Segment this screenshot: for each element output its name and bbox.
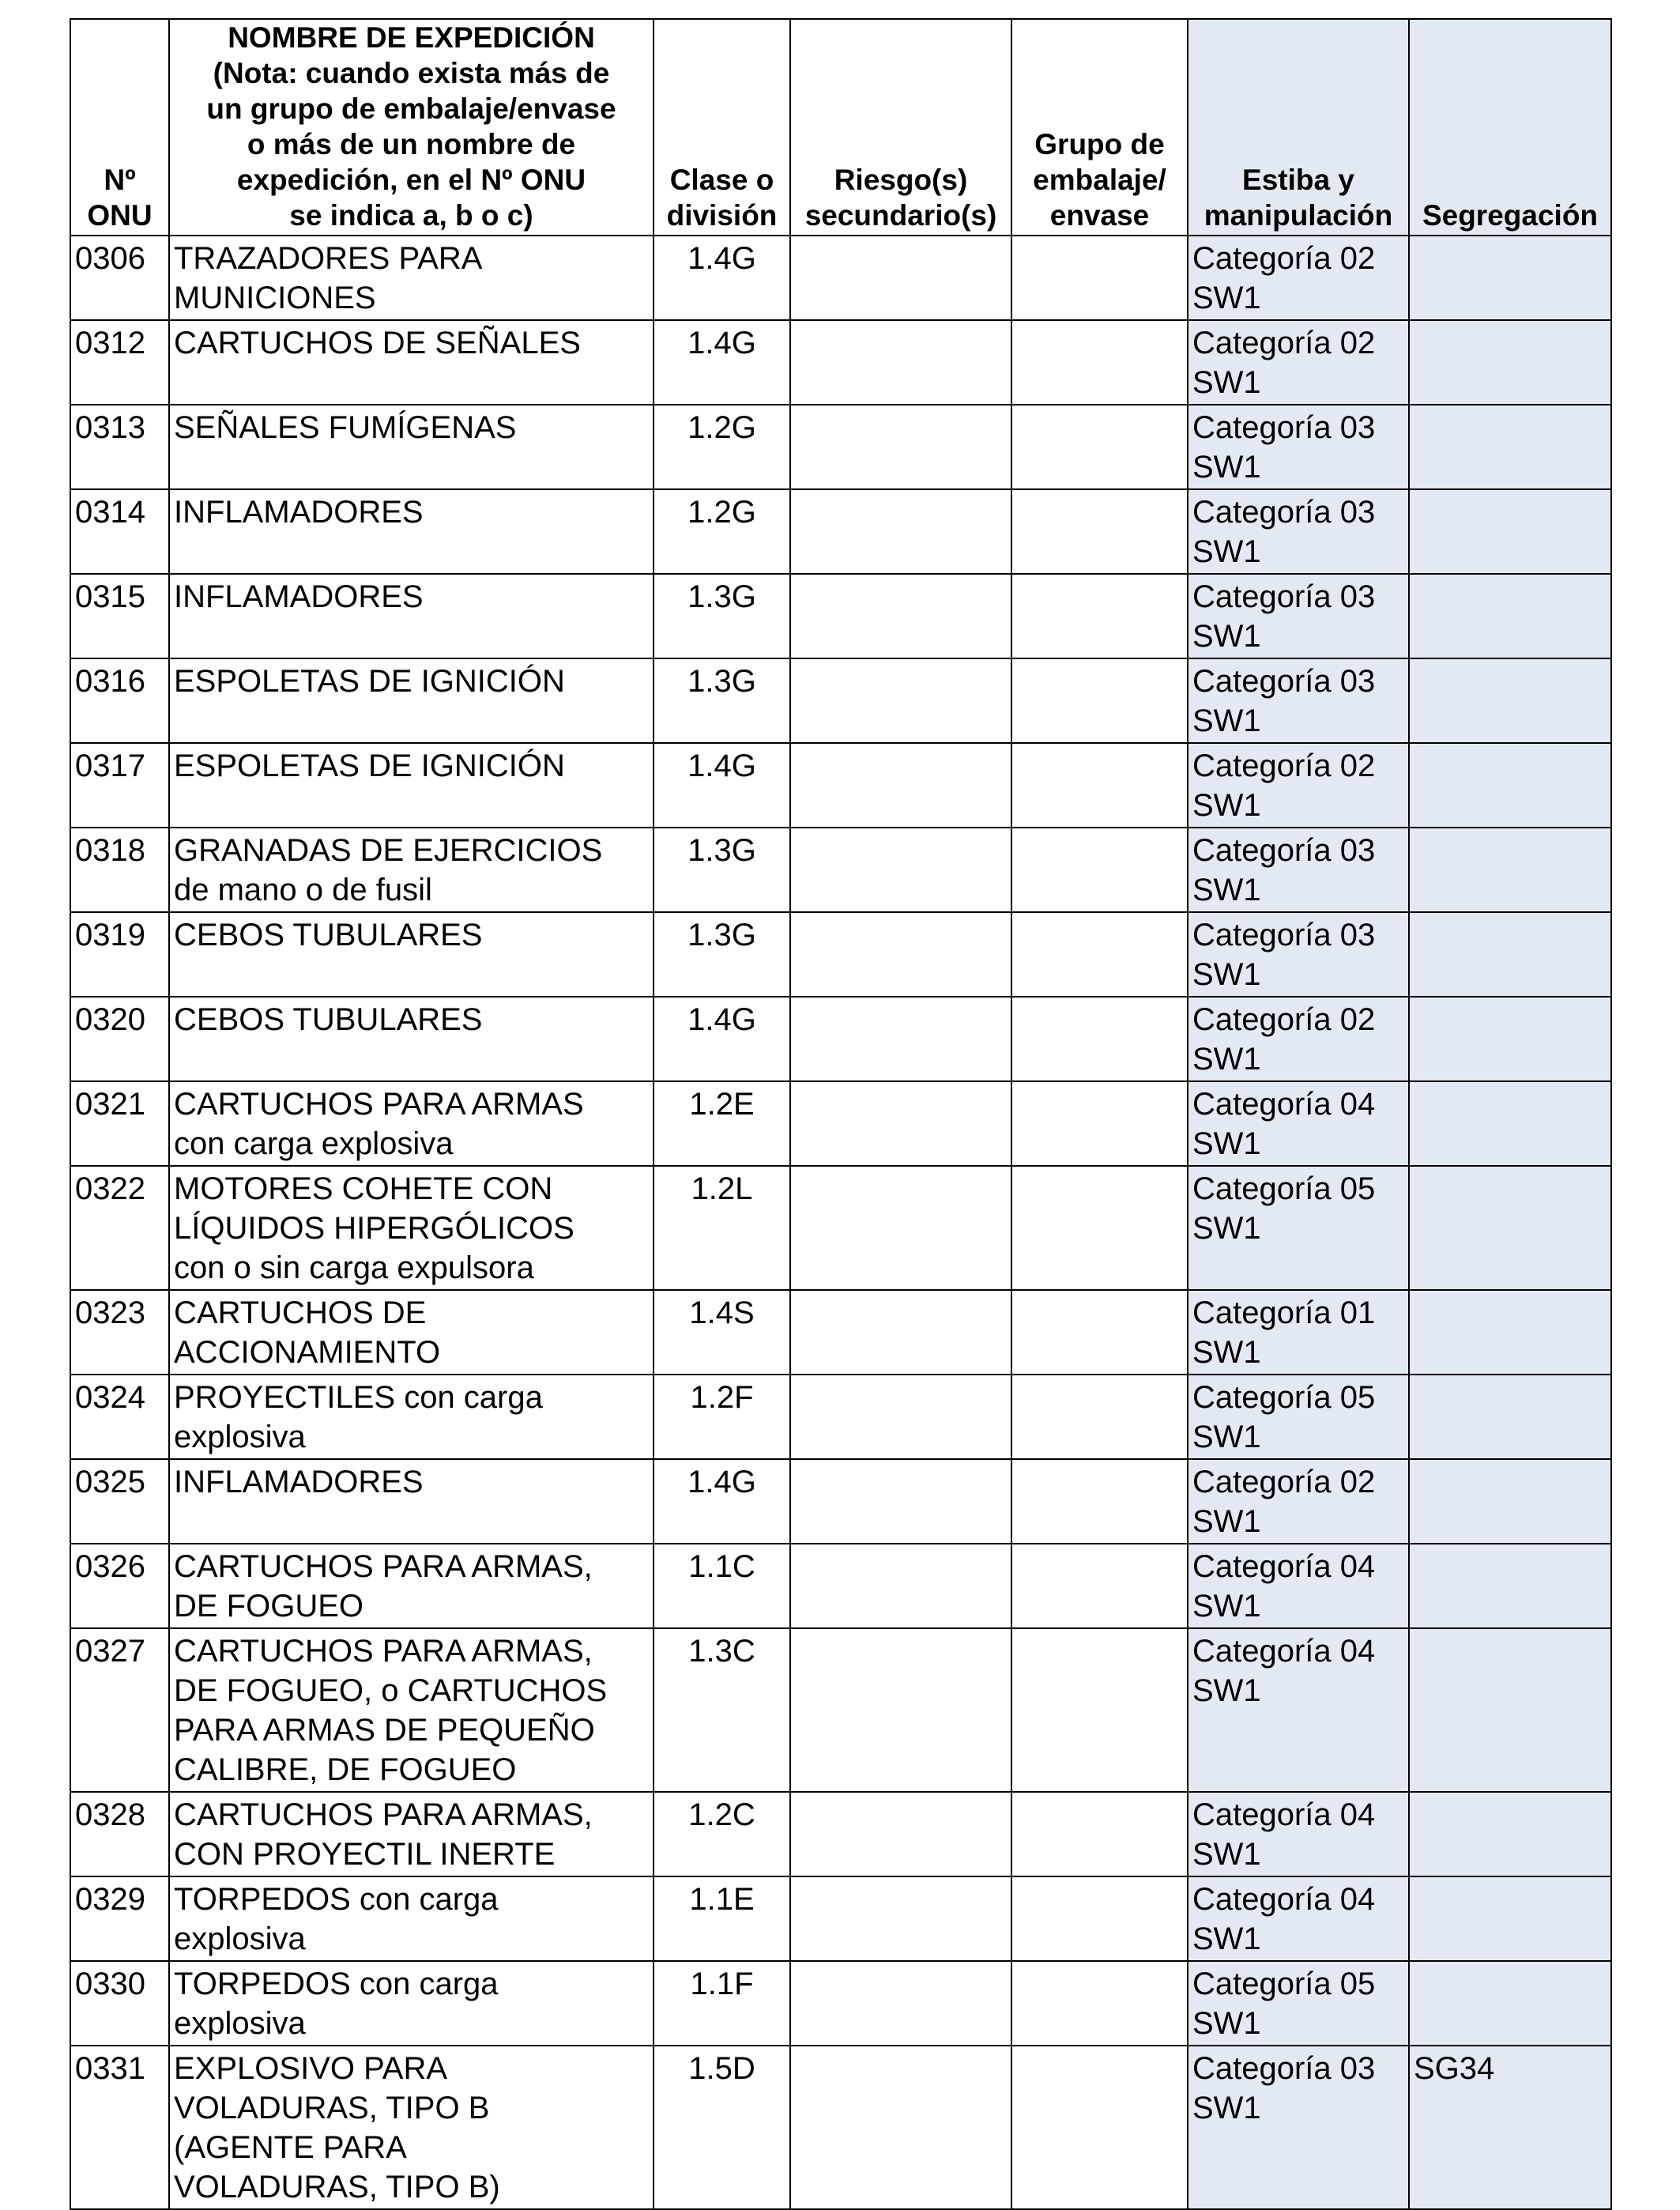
stowage-cell <box>1188 1290 1409 1375</box>
secondary-risk-cell <box>790 828 1011 912</box>
shipping-name-cell-line: CEBOS TUBULARES <box>174 918 483 952</box>
class-cell: 1.4G <box>654 743 790 828</box>
header-line: secundario(s) <box>804 199 997 232</box>
shipping-name-cell <box>169 574 654 658</box>
un-number-cell: 0313 <box>70 405 169 489</box>
shipping-name-cell-line: de mano o de fusil <box>174 873 432 907</box>
un-number-cell: 0312 <box>70 320 169 405</box>
stowage-cell-line: Categoría 04 <box>1192 1882 1376 1917</box>
secondary-risk-cell <box>790 1628 1011 1792</box>
stowage-cell-line: Categoría 03 <box>1192 833 1376 868</box>
segregation-cell <box>1409 1290 1611 1375</box>
shipping-name-cell-line: MUNICIONES <box>174 281 376 315</box>
stowage-cell-line: Categoría 03 <box>1192 410 1376 445</box>
packing-group-cell <box>1011 1081 1188 1166</box>
stowage-cell-line: Categoría 03 <box>1192 664 1376 699</box>
class-cell: 1.4G <box>654 1459 790 1544</box>
un-number-cell: 0328 <box>70 1792 169 1876</box>
shipping-name-cell-line: CALIBRE, DE FOGUEO <box>174 1752 517 1787</box>
packing-group-cell <box>1011 1290 1188 1375</box>
stowage-cell <box>1188 1876 1409 1961</box>
header-line: Nº <box>104 164 136 196</box>
stowage-cell <box>1188 1961 1409 2046</box>
class-cell: 1.3G <box>654 912 790 997</box>
header-onu <box>70 19 169 236</box>
shipping-name-cell <box>169 236 654 320</box>
header-line: o más de un nombre de <box>247 128 576 160</box>
stowage-cell-line: Categoría 05 <box>1192 1380 1376 1415</box>
class-cell: 1.2G <box>654 489 790 574</box>
segregation-cell <box>1409 743 1611 828</box>
table-row <box>70 1290 1611 1375</box>
secondary-risk-cell <box>790 658 1011 743</box>
segregation-cell <box>1409 1544 1611 1628</box>
class-cell: 1.5D <box>654 2046 790 2209</box>
un-number-cell: 0306 <box>70 236 169 320</box>
segregation-cell <box>1409 1459 1611 1544</box>
segregation-cell <box>1409 1961 1611 2046</box>
table-row <box>70 658 1611 743</box>
stowage-cell <box>1188 236 1409 320</box>
shipping-name-cell-line: TORPEDOS con carga <box>174 1882 499 1917</box>
stowage-cell <box>1188 912 1409 997</box>
secondary-risk-cell <box>790 1961 1011 2046</box>
shipping-name-cell-line: con o sin carga expulsora <box>174 1250 534 1285</box>
class-cell: 1.3G <box>654 574 790 658</box>
stowage-cell-line: SW1 <box>1192 2091 1261 2125</box>
stowage-cell-line: Categoría 02 <box>1192 241 1376 276</box>
packing-group-cell <box>1011 997 1188 1081</box>
header-packing-group <box>1011 19 1188 236</box>
shipping-name-cell-line: ESPOLETAS DE IGNICIÓN <box>174 749 565 783</box>
shipping-name-cell <box>169 1961 654 2046</box>
header-line: manipulación <box>1203 199 1393 232</box>
packing-group-cell <box>1011 1375 1188 1459</box>
stowage-cell <box>1188 405 1409 489</box>
un-number-cell: 0326 <box>70 1544 169 1628</box>
un-number-cell: 0331 <box>70 2046 169 2209</box>
stowage-cell <box>1188 1375 1409 1459</box>
secondary-risk-cell <box>790 1459 1011 1544</box>
segregation-cell <box>1409 236 1611 320</box>
header-line: ONU <box>87 199 153 232</box>
secondary-risk-cell <box>790 1876 1011 1961</box>
segregation-cell <box>1409 1628 1611 1792</box>
table-row <box>70 1961 1611 2046</box>
shipping-name-cell-line: DE FOGUEO <box>174 1589 364 1624</box>
table-row <box>70 574 1611 658</box>
shipping-name-cell-line: EXPLOSIVO PARA <box>174 2051 448 2086</box>
stowage-cell <box>1188 1459 1409 1544</box>
shipping-name-cell-line: CARTUCHOS PARA ARMAS, <box>174 1549 593 1584</box>
segregation-cell <box>1409 912 1611 997</box>
table-body <box>70 236 1611 2209</box>
class-cell: 1.4G <box>654 320 790 405</box>
shipping-name-cell <box>169 405 654 489</box>
stowage-cell-line: SW1 <box>1192 1921 1261 1956</box>
shipping-name-cell-line: MOTORES COHETE CON <box>174 1171 553 1206</box>
header-row <box>70 19 1611 236</box>
stowage-cell-line: Categoría 03 <box>1192 2051 1376 2086</box>
secondary-risk-cell <box>790 574 1011 658</box>
header-secondary-risk <box>790 19 1011 236</box>
secondary-risk-cell <box>790 1375 1011 1459</box>
shipping-name-cell-line: SEÑALES FUMÍGENAS <box>174 410 517 445</box>
segregation-cell <box>1409 320 1611 405</box>
stowage-cell-line: Categoría 01 <box>1192 1295 1376 1330</box>
shipping-name-cell <box>169 1375 654 1459</box>
segregation-cell <box>1409 828 1611 912</box>
un-number-cell: 0316 <box>70 658 169 743</box>
stowage-cell-line: SW1 <box>1192 788 1261 823</box>
shipping-name-cell-line: INFLAMADORES <box>174 495 424 530</box>
un-number-cell: 0319 <box>70 912 169 997</box>
table-row <box>70 1459 1611 1544</box>
stowage-cell <box>1188 489 1409 574</box>
stowage-cell-line: SW1 <box>1192 957 1261 992</box>
shipping-name-cell <box>169 912 654 997</box>
header-line: NOMBRE DE EXPEDICIÓN <box>228 21 595 54</box>
stowage-cell-line: Categoría 02 <box>1192 1002 1376 1037</box>
packing-group-cell <box>1011 489 1188 574</box>
shipping-name-cell-line: explosiva <box>174 1921 306 1956</box>
secondary-risk-cell <box>790 743 1011 828</box>
stowage-cell-line: Categoría 03 <box>1192 579 1376 614</box>
header-line: envase <box>1049 199 1150 232</box>
table-row <box>70 1081 1611 1166</box>
table-row <box>70 997 1611 1081</box>
segregation-cell <box>1409 1081 1611 1166</box>
shipping-name-cell-line: CARTUCHOS DE <box>174 1295 427 1330</box>
packing-group-cell <box>1011 1876 1188 1961</box>
un-number-cell: 0322 <box>70 1166 169 1290</box>
stowage-cell <box>1188 1166 1409 1290</box>
class-cell: 1.3G <box>654 658 790 743</box>
stowage-cell-line: SW1 <box>1192 1837 1261 1872</box>
header-shipping-name <box>169 19 654 236</box>
table-row <box>70 489 1611 574</box>
packing-group-cell <box>1011 912 1188 997</box>
header-line: división <box>666 199 778 232</box>
header-stowage <box>1188 19 1409 236</box>
un-number-cell: 0327 <box>70 1628 169 1792</box>
shipping-name-cell-line: ACCIONAMIENTO <box>174 1335 441 1370</box>
shipping-name-cell-line: LÍQUIDOS HIPERGÓLICOS <box>174 1211 574 1246</box>
stowage-cell-line: Categoría 03 <box>1192 918 1376 952</box>
class-cell: 1.2F <box>654 1375 790 1459</box>
packing-group-cell <box>1011 1792 1188 1876</box>
table-row <box>70 1544 1611 1628</box>
shipping-name-cell-line: ESPOLETAS DE IGNICIÓN <box>174 664 565 699</box>
stowage-cell-line: Categoría 04 <box>1192 1549 1376 1584</box>
stowage-cell-line: Categoría 04 <box>1192 1797 1376 1832</box>
packing-group-cell <box>1011 1166 1188 1290</box>
header-class <box>654 19 790 236</box>
shipping-name-cell-line: explosiva <box>174 2006 306 2041</box>
stowage-cell-line: SW1 <box>1192 873 1261 907</box>
header-line: Grupo de <box>1034 128 1165 160</box>
un-number-cell: 0320 <box>70 997 169 1081</box>
stowage-cell-line: SW1 <box>1192 703 1261 738</box>
header-line: (Nota: cuando exista más de <box>213 57 610 89</box>
stowage-cell-line: SW1 <box>1192 1126 1261 1161</box>
table-row <box>70 743 1611 828</box>
class-cell: 1.3G <box>654 828 790 912</box>
un-number-cell: 0325 <box>70 1459 169 1544</box>
header-line: Estiba y <box>1242 164 1354 196</box>
shipping-name-cell <box>169 1081 654 1166</box>
packing-group-cell <box>1011 1544 1188 1628</box>
packing-group-cell <box>1011 658 1188 743</box>
stowage-cell-line: SW1 <box>1192 1335 1261 1370</box>
stowage-cell <box>1188 1792 1409 1876</box>
un-number-cell: 0330 <box>70 1961 169 2046</box>
shipping-name-cell-line: TRAZADORES PARA <box>174 241 483 276</box>
shipping-name-cell-line: CARTUCHOS DE SEÑALES <box>174 326 581 360</box>
shipping-name-cell-line: con carga explosiva <box>174 1126 454 1161</box>
segregation-cell <box>1409 1792 1611 1876</box>
shipping-name-cell <box>169 1166 654 1290</box>
segregation-cell <box>1409 1375 1611 1459</box>
class-cell: 1.1C <box>654 1544 790 1628</box>
secondary-risk-cell <box>790 1544 1011 1628</box>
stowage-cell-line: SW1 <box>1192 1211 1261 1246</box>
shipping-name-cell <box>169 1290 654 1375</box>
packing-group-cell <box>1011 405 1188 489</box>
stowage-cell <box>1188 658 1409 743</box>
shipping-name-cell-line: VOLADURAS, TIPO B) <box>174 2170 500 2204</box>
packing-group-cell <box>1011 320 1188 405</box>
packing-group-cell <box>1011 743 1188 828</box>
stowage-cell-line: SW1 <box>1192 450 1261 485</box>
table-row <box>70 828 1611 912</box>
class-cell: 1.3C <box>654 1628 790 1792</box>
stowage-cell-line: Categoría 05 <box>1192 1171 1376 1206</box>
un-number-cell: 0329 <box>70 1876 169 1961</box>
header-line: embalaje/ <box>1033 164 1166 196</box>
stowage-cell <box>1188 828 1409 912</box>
un-number-cell: 0315 <box>70 574 169 658</box>
class-cell: 1.2E <box>654 1081 790 1166</box>
shipping-name-cell <box>169 1544 654 1628</box>
packing-group-cell <box>1011 236 1188 320</box>
shipping-name-cell <box>169 658 654 743</box>
shipping-name-cell-line: DE FOGUEO, o CARTUCHOS <box>174 1673 608 1708</box>
secondary-risk-cell <box>790 405 1011 489</box>
stowage-cell-line: Categoría 02 <box>1192 749 1376 783</box>
shipping-name-cell <box>169 1876 654 1961</box>
table-row <box>70 320 1611 405</box>
segregation-cell <box>1409 574 1611 658</box>
un-number-cell: 0317 <box>70 743 169 828</box>
stowage-cell-line: Categoría 02 <box>1192 326 1376 360</box>
shipping-name-cell-line: CARTUCHOS PARA ARMAS <box>174 1087 584 1122</box>
shipping-name-cell-line: CARTUCHOS PARA ARMAS, <box>174 1634 593 1669</box>
un-number-cell: 0314 <box>70 489 169 574</box>
shipping-name-cell-line: PARA ARMAS DE PEQUEÑO <box>174 1713 595 1748</box>
shipping-name-cell-line: explosiva <box>174 1420 306 1454</box>
table-row <box>70 1876 1611 1961</box>
shipping-name-cell-line: TORPEDOS con carga <box>174 1967 499 2001</box>
header-line: expedición, en el Nº ONU <box>236 164 586 196</box>
shipping-name-cell-line: PROYECTILES con carga <box>174 1380 543 1415</box>
shipping-name-cell-line: CARTUCHOS PARA ARMAS, <box>174 1797 593 1832</box>
stowage-cell <box>1188 1544 1409 1628</box>
class-cell: 1.1E <box>654 1876 790 1961</box>
table-row <box>70 1166 1611 1290</box>
stowage-cell-line: SW1 <box>1192 619 1261 654</box>
table-row <box>70 1628 1611 1792</box>
segregation-cell <box>1409 405 1611 489</box>
stowage-cell-line: SW1 <box>1192 1504 1261 1539</box>
header-line: un grupo de embalaje/envase <box>206 92 616 125</box>
class-cell: 1.2C <box>654 1792 790 1876</box>
dangerous-goods-table <box>70 18 1612 2210</box>
un-number-cell: 0318 <box>70 828 169 912</box>
header-segregation <box>1409 19 1611 236</box>
shipping-name-cell-line: INFLAMADORES <box>174 1465 424 1499</box>
class-cell: 1.1F <box>654 1961 790 2046</box>
packing-group-cell <box>1011 1628 1188 1792</box>
table-row <box>70 1792 1611 1876</box>
packing-group-cell <box>1011 1961 1188 2046</box>
packing-group-cell <box>1011 1459 1188 1544</box>
stowage-cell <box>1188 574 1409 658</box>
shipping-name-cell-line: INFLAMADORES <box>174 579 424 614</box>
shipping-name-cell-line: VOLADURAS, TIPO B <box>174 2091 490 2125</box>
stowage-cell <box>1188 1081 1409 1166</box>
secondary-risk-cell <box>790 236 1011 320</box>
stowage-cell-line: SW1 <box>1192 2006 1261 2041</box>
class-cell: 1.4S <box>654 1290 790 1375</box>
secondary-risk-cell <box>790 997 1011 1081</box>
shipping-name-cell-line: CEBOS TUBULARES <box>174 1002 483 1037</box>
stowage-cell-line: Categoría 02 <box>1192 1465 1376 1499</box>
secondary-risk-cell <box>790 1166 1011 1290</box>
shipping-name-cell <box>169 1792 654 1876</box>
shipping-name-cell-line: GRANADAS DE EJERCICIOS <box>174 833 603 868</box>
shipping-name-cell <box>169 489 654 574</box>
stowage-cell-line: SW1 <box>1192 1420 1261 1454</box>
shipping-name-cell <box>169 1459 654 1544</box>
stowage-cell-line: SW1 <box>1192 534 1261 569</box>
secondary-risk-cell <box>790 320 1011 405</box>
stowage-cell-line: Categoría 04 <box>1192 1634 1376 1669</box>
shipping-name-cell <box>169 828 654 912</box>
class-cell: 1.4G <box>654 997 790 1081</box>
stowage-cell-line: SW1 <box>1192 281 1261 315</box>
table-row <box>70 912 1611 997</box>
stowage-cell <box>1188 997 1409 1081</box>
segregation-cell <box>1409 1166 1611 1290</box>
stowage-cell-line: SW1 <box>1192 1673 1261 1708</box>
un-number-cell: 0323 <box>70 1290 169 1375</box>
shipping-name-cell <box>169 997 654 1081</box>
stowage-cell <box>1188 1628 1409 1792</box>
un-number-cell: 0321 <box>70 1081 169 1166</box>
segregation-cell <box>1409 489 1611 574</box>
segregation-cell: SG34 <box>1409 2046 1611 2209</box>
secondary-risk-cell <box>790 1081 1011 1166</box>
secondary-risk-cell <box>790 1290 1011 1375</box>
table-row <box>70 1375 1611 1459</box>
shipping-name-cell <box>169 320 654 405</box>
segregation-cell <box>1409 997 1611 1081</box>
shipping-name-cell-line: CON PROYECTIL INERTE <box>174 1837 556 1872</box>
stowage-cell <box>1188 320 1409 405</box>
stowage-cell-line: Categoría 04 <box>1192 1087 1376 1122</box>
class-cell: 1.2L <box>654 1166 790 1290</box>
shipping-name-cell <box>169 743 654 828</box>
packing-group-cell <box>1011 828 1188 912</box>
shipping-name-cell-line: (AGENTE PARA <box>174 2130 407 2165</box>
packing-group-cell <box>1011 574 1188 658</box>
table-row <box>70 236 1611 320</box>
segregation-cell <box>1409 658 1611 743</box>
header-line: Segregación <box>1422 199 1599 232</box>
secondary-risk-cell <box>790 912 1011 997</box>
stowage-cell-line: SW1 <box>1192 1042 1261 1077</box>
class-cell: 1.2G <box>654 405 790 489</box>
header-line: Clase o <box>669 164 774 196</box>
header-line: se indica a, b o c) <box>289 199 533 232</box>
table-row <box>70 405 1611 489</box>
class-cell: 1.4G <box>654 236 790 320</box>
header-line: Riesgo(s) <box>834 164 968 196</box>
stowage-cell <box>1188 743 1409 828</box>
secondary-risk-cell <box>790 489 1011 574</box>
shipping-name-cell <box>169 1628 654 1792</box>
stowage-cell-line: Categoría 05 <box>1192 1967 1376 2001</box>
segregation-cell <box>1409 1876 1611 1961</box>
stowage-cell-line: SW1 <box>1192 1589 1261 1624</box>
secondary-risk-cell <box>790 1792 1011 1876</box>
un-number-cell: 0324 <box>70 1375 169 1459</box>
stowage-cell-line: Categoría 03 <box>1192 495 1376 530</box>
stowage-cell-line: SW1 <box>1192 365 1261 400</box>
